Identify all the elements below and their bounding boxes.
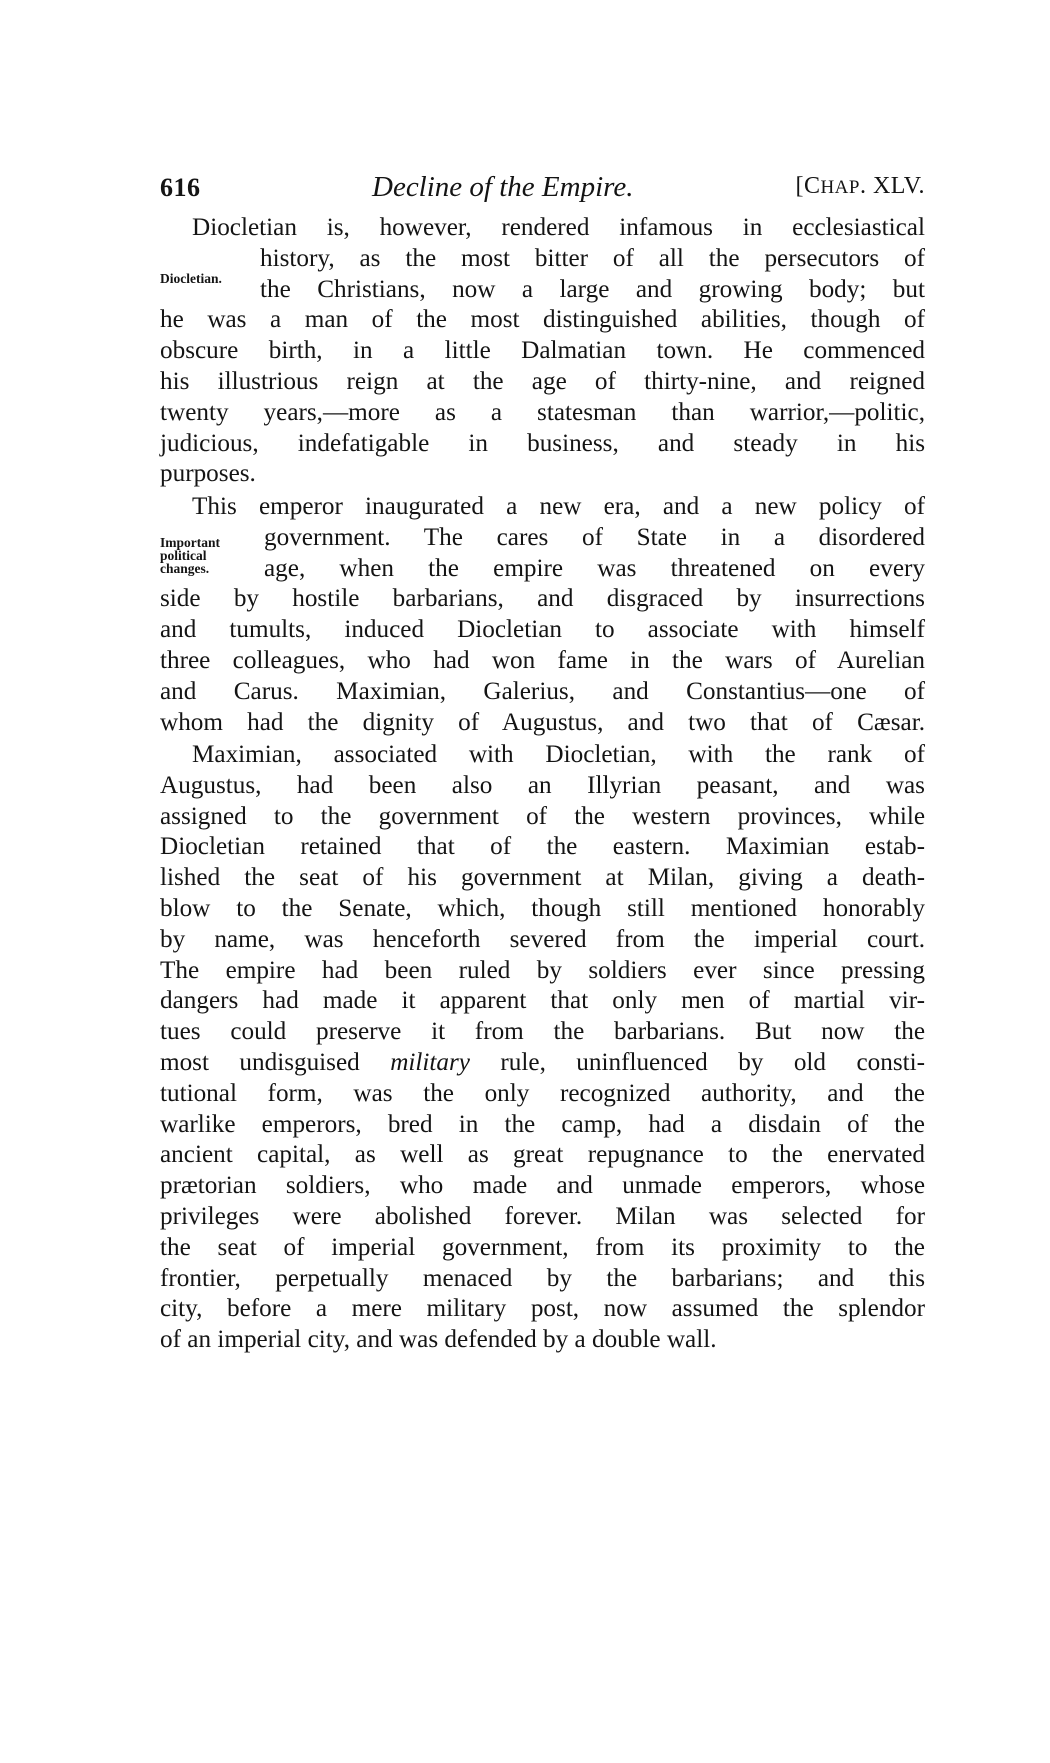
running-title: Decline of the Empire. <box>372 171 634 203</box>
page-number: 616 <box>160 173 201 202</box>
text-line: by name, was henceforth severed from the imperial court. <box>160 925 925 953</box>
text-line: side by hostile barbarians, and disgraced by insurrections <box>160 585 925 613</box>
text-line: twenty years,—more as a statesman than warrior,—politic, <box>160 398 925 426</box>
text-line: obscure birth, in a little Dalmatian town. He commenced <box>160 337 925 365</box>
text-line: Diocletian retained that of the eastern. Maximian estab- <box>160 833 925 861</box>
text-line-with-emphasis <box>160 1048 925 1079</box>
text-line: dangers had made it apparent that only men of martial vir- <box>160 987 925 1015</box>
text-line: lished the seat of his government at Milan, giving a death- <box>160 864 925 892</box>
text-line: This emperor inaugurated a new era, and a new policy of <box>192 493 925 520</box>
text-line: three colleagues, who had won fame in the wars of Aurelian <box>160 646 925 674</box>
paragraph-3 <box>160 740 925 1356</box>
emphasis-text: military <box>390 1048 470 1076</box>
text-line: age, when the empire was threatened on every <box>264 554 925 582</box>
paragraph-1 <box>160 213 925 490</box>
text-line: and tumults, induced Diocletian to associate with himself <box>160 616 925 644</box>
text-line: privileges were abolished forever. Milan was selected for <box>160 1202 925 1230</box>
text-line: Augustus, had been also an Illyrian peasant, and was <box>160 771 925 799</box>
page-header <box>160 173 925 213</box>
text-line: the seat of imperial government, from its proximity to the <box>160 1233 925 1261</box>
sidenote-line: Important <box>160 535 220 550</box>
chapter-reference <box>795 173 925 200</box>
text-line: city, before a mere military post, now assumed the splendor <box>160 1295 925 1323</box>
text-line: the Christians, now a large and growing body; but <box>260 275 925 303</box>
chapter-ref-rest: . XLV. <box>859 173 925 199</box>
sidenote-line: Diocletian. <box>160 271 222 286</box>
text-line: of an imperial city, and was defended by a double wall. <box>160 1326 717 1354</box>
text-line: purposes. <box>160 460 256 488</box>
text-line: whom had the dignity of Augustus, and two that of Cæsar. <box>160 708 925 736</box>
text-segment: most undisguised <box>160 1048 360 1076</box>
text-line: tues could preserve it from the barbarians. But now the <box>160 1018 925 1046</box>
text-line: prætorian soldiers, who made and unmade emperors, whose <box>160 1172 925 1200</box>
sidenote-line: political <box>160 548 207 563</box>
text-line: assigned to the government of the western provinces, while <box>160 802 925 830</box>
text-line: The empire had been ruled by soldiers ever since pressing <box>160 956 925 984</box>
sidenote-line: changes. <box>160 561 210 576</box>
chapter-ref-small: HAP <box>820 177 860 198</box>
text-segment: rule, uninfluenced by old consti- <box>500 1048 926 1076</box>
text-line: frontier, perpetually menaced by the barbarians; and this <box>160 1264 925 1292</box>
text-line: government. The cares of State in a disordered <box>264 523 925 551</box>
text-line: history, as the most bitter of all the persecutors of <box>260 244 925 272</box>
text-line: tutional form, was the only recognized authority, and the <box>160 1079 925 1107</box>
text-line: his illustrious reign at the age of thirty-nine, and reigned <box>160 367 925 395</box>
text-line: blow to the Senate, which, though still mentioned honorably <box>160 894 925 922</box>
text-line: warlike emperors, bred in the camp, had a disdain of the <box>160 1110 925 1138</box>
text-line: he was a man of the most distinguished abilities, though of <box>160 306 925 334</box>
text-line: judicious, indefatigable in business, and steady in his <box>160 429 925 457</box>
text-line: and Carus. Maximian, Galerius, and Constantius—one of <box>160 677 925 705</box>
text-line: Diocletian is, however, rendered infamous in ecclesiastical <box>192 214 925 241</box>
paragraph-2 <box>160 492 925 738</box>
chapter-ref-open: [C <box>795 173 821 199</box>
text-line: ancient capital, as well as great repugnance to the enervated <box>160 1141 925 1169</box>
text-line: Maximian, associated with Diocletian, with the rank of <box>192 741 925 768</box>
